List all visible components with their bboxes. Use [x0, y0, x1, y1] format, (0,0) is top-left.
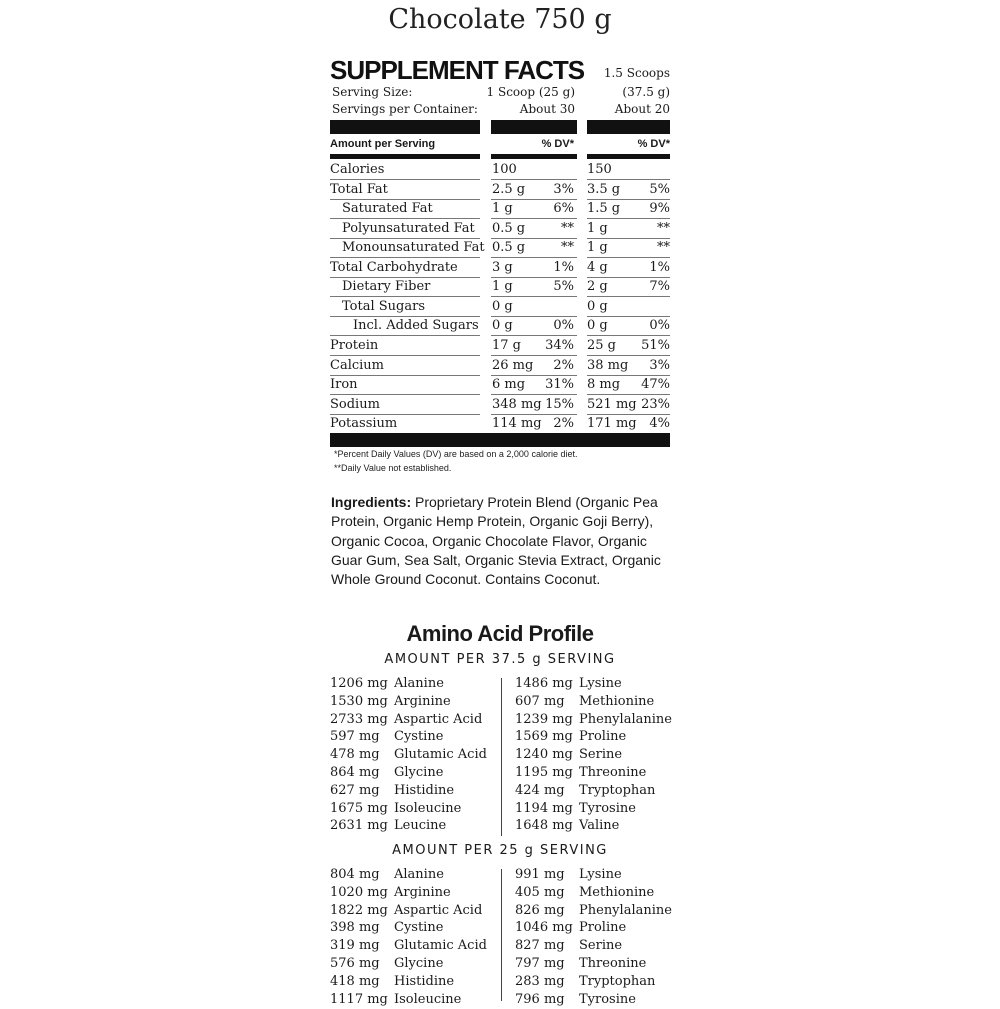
amino-acid-amount: 1822 mg: [330, 902, 388, 918]
amino-acid-row: [330, 938, 505, 956]
amino-acid-row: [330, 992, 505, 1009]
amount-serving-1: 0 g: [492, 298, 513, 314]
amino-acid-name: Arginine: [394, 884, 451, 900]
dv-serving-2: **: [657, 240, 670, 256]
amino-acid-amount: 1195 mg: [515, 764, 573, 780]
amino-acid-name: Phenylalanine: [579, 711, 672, 727]
amino-acid-name: Valine: [579, 818, 620, 834]
amino-section-2-heading: AMOUNT PER 25 g SERVING: [392, 843, 608, 858]
heavy-rule: [330, 120, 480, 134]
amino-acid-row: [330, 885, 505, 903]
dv-serving-1: 1%: [553, 259, 574, 275]
amino-acid-amount: 405 mg: [515, 884, 565, 900]
dv-serving-1: 15%: [545, 396, 574, 412]
amino-section-1-heading: AMOUNT PER 37.5 g SERVING: [384, 652, 616, 667]
dv-serving-2: 7%: [649, 279, 670, 295]
amino-acid-name: Tyrosine: [579, 800, 636, 816]
amino-acid-name: Serine: [579, 747, 623, 763]
amino-acid-row: [330, 801, 505, 819]
amino-acid-row: [515, 920, 690, 938]
amino-acid-row: [515, 818, 690, 836]
amount-serving-1: 1 g: [492, 279, 513, 295]
amino-acid-row: [515, 783, 690, 801]
amino-acid-name: Isoleucine: [394, 800, 462, 816]
amino-acid-amount: 1675 mg: [330, 800, 388, 816]
nutrient-name: Polyunsaturated Fat: [342, 220, 475, 236]
amino-acid-name: Glutamic Acid: [394, 938, 487, 954]
amino-acid-amount: 2733 mg: [330, 711, 388, 727]
nutrient-name: Iron: [330, 377, 358, 393]
medium-rule: [330, 154, 480, 159]
amino-acid-amount: 1117 mg: [330, 991, 388, 1007]
amino-acid-name: Tryptophan: [579, 782, 656, 798]
nutrient-row: [330, 414, 670, 434]
amino-acid-amount: 1046 mg: [515, 920, 573, 936]
nutrient-name: Total Sugars: [342, 298, 425, 314]
amino-acid-row: [515, 765, 690, 783]
amino-acid-row: [515, 956, 690, 974]
amino-acid-name: Aspartic Acid: [394, 711, 483, 727]
amino-acid-amount: 319 mg: [330, 938, 380, 954]
nutrient-row: [330, 297, 670, 317]
amount-serving-2: 521 mg: [587, 396, 637, 412]
dv-serving-2: 23%: [641, 396, 670, 412]
amino-acid-name: Alanine: [394, 676, 444, 691]
amino-acid-name: Methionine: [579, 693, 655, 709]
amino-acid-amount: 864 mg: [330, 764, 380, 780]
amount-serving-2: 8 mg: [587, 377, 621, 393]
amino-acid-row: [515, 694, 690, 712]
nutrient-name: Calcium: [330, 357, 384, 373]
dv-serving-1: 31%: [545, 377, 574, 393]
amount-serving-1: 26 mg: [492, 357, 534, 373]
amino-acid-row: [515, 676, 690, 694]
amount-serving-2: 1 g: [587, 240, 608, 256]
amino-acid-row: [515, 867, 690, 885]
amino-acid-row: [515, 801, 690, 819]
amino-acid-row: [330, 694, 505, 712]
serving-size-value-1: 1 Scoop (25 g): [486, 85, 575, 99]
amino-acid-name: Proline: [579, 920, 627, 936]
amino-acid-row: [330, 818, 505, 836]
amino-section-1-left-column: [330, 676, 505, 836]
column-divider: [501, 869, 502, 1001]
amino-acid-amount: 576 mg: [330, 955, 380, 971]
nutrient-row: [330, 375, 670, 395]
amino-acid-amount: 2631 mg: [330, 818, 388, 834]
nutrient-name: Protein: [330, 337, 379, 353]
amino-acid-name: Glycine: [394, 955, 444, 971]
dv-serving-2: 47%: [641, 377, 670, 393]
amino-acid-amount: 826 mg: [515, 902, 565, 918]
nutrient-name: Total Carbohydrate: [330, 259, 458, 275]
amino-acid-amount: 1486 mg: [515, 676, 573, 691]
amino-acid-amount: 1530 mg: [330, 693, 388, 709]
amount-serving-2: 0 g: [587, 318, 608, 334]
amount-serving-2: 2 g: [587, 279, 608, 295]
amino-acid-amount: 1020 mg: [330, 884, 388, 900]
amino-acid-amount: 827 mg: [515, 938, 565, 954]
dv-serving-2: **: [657, 220, 670, 236]
amino-acid-row: [330, 920, 505, 938]
nutrient-row: [330, 336, 670, 356]
amino-acid-amount: 804 mg: [330, 867, 380, 882]
nutrient-row: [330, 395, 670, 415]
amino-acid-row: [330, 765, 505, 783]
amino-acid-amount: 478 mg: [330, 747, 380, 763]
ingredients-label: Ingredients:: [331, 494, 412, 510]
amino-acid-profile-title: Amino Acid Profile: [406, 621, 594, 646]
amino-acid-amount: 627 mg: [330, 782, 380, 798]
amount-serving-1: 17 g: [492, 337, 521, 353]
amino-acid-name: Tyrosine: [579, 991, 636, 1007]
amino-acid-amount: 1648 mg: [515, 818, 573, 834]
dv-serving-2: 5%: [649, 181, 670, 197]
amino-acid-name: Tryptophan: [579, 973, 656, 989]
dv-header-1: % DV*: [541, 138, 574, 150]
amino-acid-name: Methionine: [579, 884, 655, 900]
amino-section-1-right-column: [515, 676, 690, 836]
amino-acid-row: [515, 974, 690, 992]
amino-acid-amount: 1239 mg: [515, 711, 573, 727]
serving-size-label: Serving Size:: [332, 85, 413, 99]
amino-acid-name: Glycine: [394, 764, 444, 780]
servings-per-container-label: Servings per Container:: [332, 102, 478, 116]
dv-serving-2: 0%: [649, 318, 670, 334]
nutrient-name: Total Fat: [330, 181, 388, 197]
bottom-heavy-rule: [330, 433, 670, 447]
amino-acid-name: Arginine: [394, 693, 451, 709]
dv-serving-1: **: [561, 220, 574, 236]
amino-acid-name: Lysine: [579, 867, 622, 882]
amino-acid-amount: 991 mg: [515, 867, 565, 882]
dv-serving-1: 0%: [553, 318, 574, 334]
nutrient-row: [330, 160, 670, 180]
heavy-rule: [491, 120, 577, 134]
footnote-not-established: **Daily Value not established.: [334, 463, 452, 473]
amino-acid-amount: 597 mg: [330, 729, 380, 745]
amount-serving-1: 0.5 g: [492, 220, 526, 236]
amino-acid-amount: 607 mg: [515, 693, 565, 709]
dv-serving-2: 1%: [649, 259, 670, 275]
amino-acid-row: [515, 938, 690, 956]
amino-acid-row: [515, 903, 690, 921]
amino-acid-row: [515, 747, 690, 765]
amino-acid-name: Threonine: [579, 955, 647, 971]
amino-section-2-left-column: [330, 867, 505, 1009]
amino-acid-amount: 796 mg: [515, 991, 565, 1007]
amino-acid-row: [330, 903, 505, 921]
dv-serving-1: 2%: [553, 416, 574, 432]
servings-per-container-value-2: About 20: [614, 102, 670, 116]
amino-acid-name: Alanine: [394, 867, 444, 882]
amount-serving-1: 348 mg: [492, 396, 542, 412]
amount-serving-2: 3.5 g: [587, 181, 621, 197]
nutrient-name: Monounsaturated Fat: [342, 240, 485, 256]
nutrient-row: [330, 316, 670, 336]
ingredients-list: Proprietary Protein Blend (Organic Pea Protein, Organic Hemp Protein, Organic Goji Berry), Organic Cocoa, Organic Chocolate Flavor, Organic Guar Gum, Sea Salt, Organic Stevia Extract, Organic Whole Ground Coconut. Contains Coconut.: [331, 494, 661, 588]
dv-serving-1: 2%: [553, 357, 574, 373]
product-title: Chocolate 750 g: [388, 4, 612, 35]
amino-acid-row: [515, 729, 690, 747]
amino-acid-name: Glutamic Acid: [394, 747, 487, 763]
dv-serving-2: 4%: [649, 416, 670, 432]
amino-acid-name: Histidine: [394, 782, 455, 798]
amino-acid-row: [515, 992, 690, 1009]
nutrient-row: [330, 219, 670, 239]
amount-serving-1: 3 g: [492, 259, 513, 275]
amino-acid-name: Leucine: [394, 818, 447, 834]
amino-acid-name: Proline: [579, 729, 627, 745]
dv-header-2: % DV*: [637, 138, 670, 150]
amino-acid-amount: 1240 mg: [515, 747, 573, 763]
amino-acid-name: Lysine: [579, 676, 622, 691]
dv-serving-2: 51%: [641, 337, 670, 353]
nutrient-row: [330, 258, 670, 278]
nutrient-row: [330, 180, 670, 200]
nutrient-name: Calories: [330, 162, 385, 177]
amino-acid-row: [330, 747, 505, 765]
amount-serving-2: 4 g: [587, 259, 608, 275]
amino-acid-name: Serine: [579, 938, 623, 954]
amino-acid-row: [330, 956, 505, 974]
ingredients-text: [331, 493, 676, 589]
amino-acid-name: Cystine: [394, 920, 444, 936]
dv-serving-1: 6%: [553, 201, 574, 217]
amino-acid-name: Aspartic Acid: [394, 902, 483, 918]
amino-acid-amount: 797 mg: [515, 955, 565, 971]
servings-per-container-value-1: About 30: [519, 102, 575, 116]
amino-acid-row: [330, 783, 505, 801]
nutrient-name: Dietary Fiber: [342, 279, 431, 295]
dv-serving-1: **: [561, 240, 574, 256]
amount-serving-1: 2.5 g: [492, 181, 526, 197]
amount-serving-2: 25 g: [587, 337, 616, 353]
amount-serving-2: 1.5 g: [587, 201, 621, 217]
amount-serving-2: 171 mg: [587, 416, 637, 432]
amino-acid-amount: 1569 mg: [515, 729, 573, 745]
amount-serving-1: 0 g: [492, 318, 513, 334]
amount-serving-1: 1 g: [492, 201, 513, 217]
amount-serving-1: 114 mg: [492, 416, 542, 432]
heavy-rule: [587, 120, 670, 134]
nutrient-row: [330, 238, 670, 258]
medium-rule: [491, 154, 577, 159]
dv-serving-2: 9%: [649, 201, 670, 217]
amino-acid-name: Histidine: [394, 973, 455, 989]
amount-serving-2: 150: [587, 162, 612, 177]
amino-acid-amount: 418 mg: [330, 973, 380, 989]
amino-acid-amount: 424 mg: [515, 782, 565, 798]
amino-acid-name: Threonine: [579, 764, 647, 780]
amino-acid-name: Phenylalanine: [579, 902, 672, 918]
amount-per-serving-header: Amount per Serving: [330, 138, 436, 150]
amino-acid-row: [330, 974, 505, 992]
amino-acid-row: [330, 712, 505, 730]
nutrient-row: [330, 277, 670, 297]
amino-acid-amount: 1194 mg: [515, 800, 573, 816]
nutrient-name: Saturated Fat: [342, 201, 433, 217]
medium-rule: [587, 154, 670, 159]
amount-serving-2: 1 g: [587, 220, 608, 236]
amount-serving-1: 100: [492, 162, 517, 177]
nutrient-name: Incl. Added Sugars: [353, 318, 479, 334]
dv-serving-1: 3%: [553, 181, 574, 197]
amino-acid-row: [330, 867, 505, 885]
nutrient-row: [330, 199, 670, 219]
second-serving-header: 1.5 Scoops: [603, 66, 670, 80]
amino-acid-amount: 398 mg: [330, 920, 380, 936]
dv-serving-1: 34%: [545, 337, 574, 353]
amino-acid-row: [515, 712, 690, 730]
dv-serving-2: 3%: [649, 357, 670, 373]
nutrient-name: Potassium: [330, 416, 398, 432]
amino-section-2-right-column: [515, 867, 690, 1009]
footnote-dv: *Percent Daily Values (DV) are based on a 2,000 calorie diet.: [334, 449, 578, 459]
dv-serving-1: 5%: [553, 279, 574, 295]
amino-acid-amount: 1206 mg: [330, 676, 388, 691]
amount-serving-1: 0.5 g: [492, 240, 526, 256]
amino-acid-name: Cystine: [394, 729, 444, 745]
supplement-facts-heading: SUPPLEMENT FACTS: [330, 55, 585, 85]
amount-serving-2: 0 g: [587, 298, 608, 314]
nutrient-row: [330, 356, 670, 376]
amount-serving-1: 6 mg: [492, 377, 526, 393]
amino-acid-row: [330, 676, 505, 694]
amino-acid-row: [515, 885, 690, 903]
column-divider: [501, 678, 502, 836]
amino-acid-amount: 283 mg: [515, 973, 565, 989]
amino-acid-row: [330, 729, 505, 747]
amount-serving-2: 38 mg: [587, 357, 629, 373]
nutrient-name: Sodium: [330, 396, 380, 412]
serving-size-value-2: (37.5 g): [622, 85, 670, 99]
amino-acid-name: Isoleucine: [394, 991, 462, 1007]
